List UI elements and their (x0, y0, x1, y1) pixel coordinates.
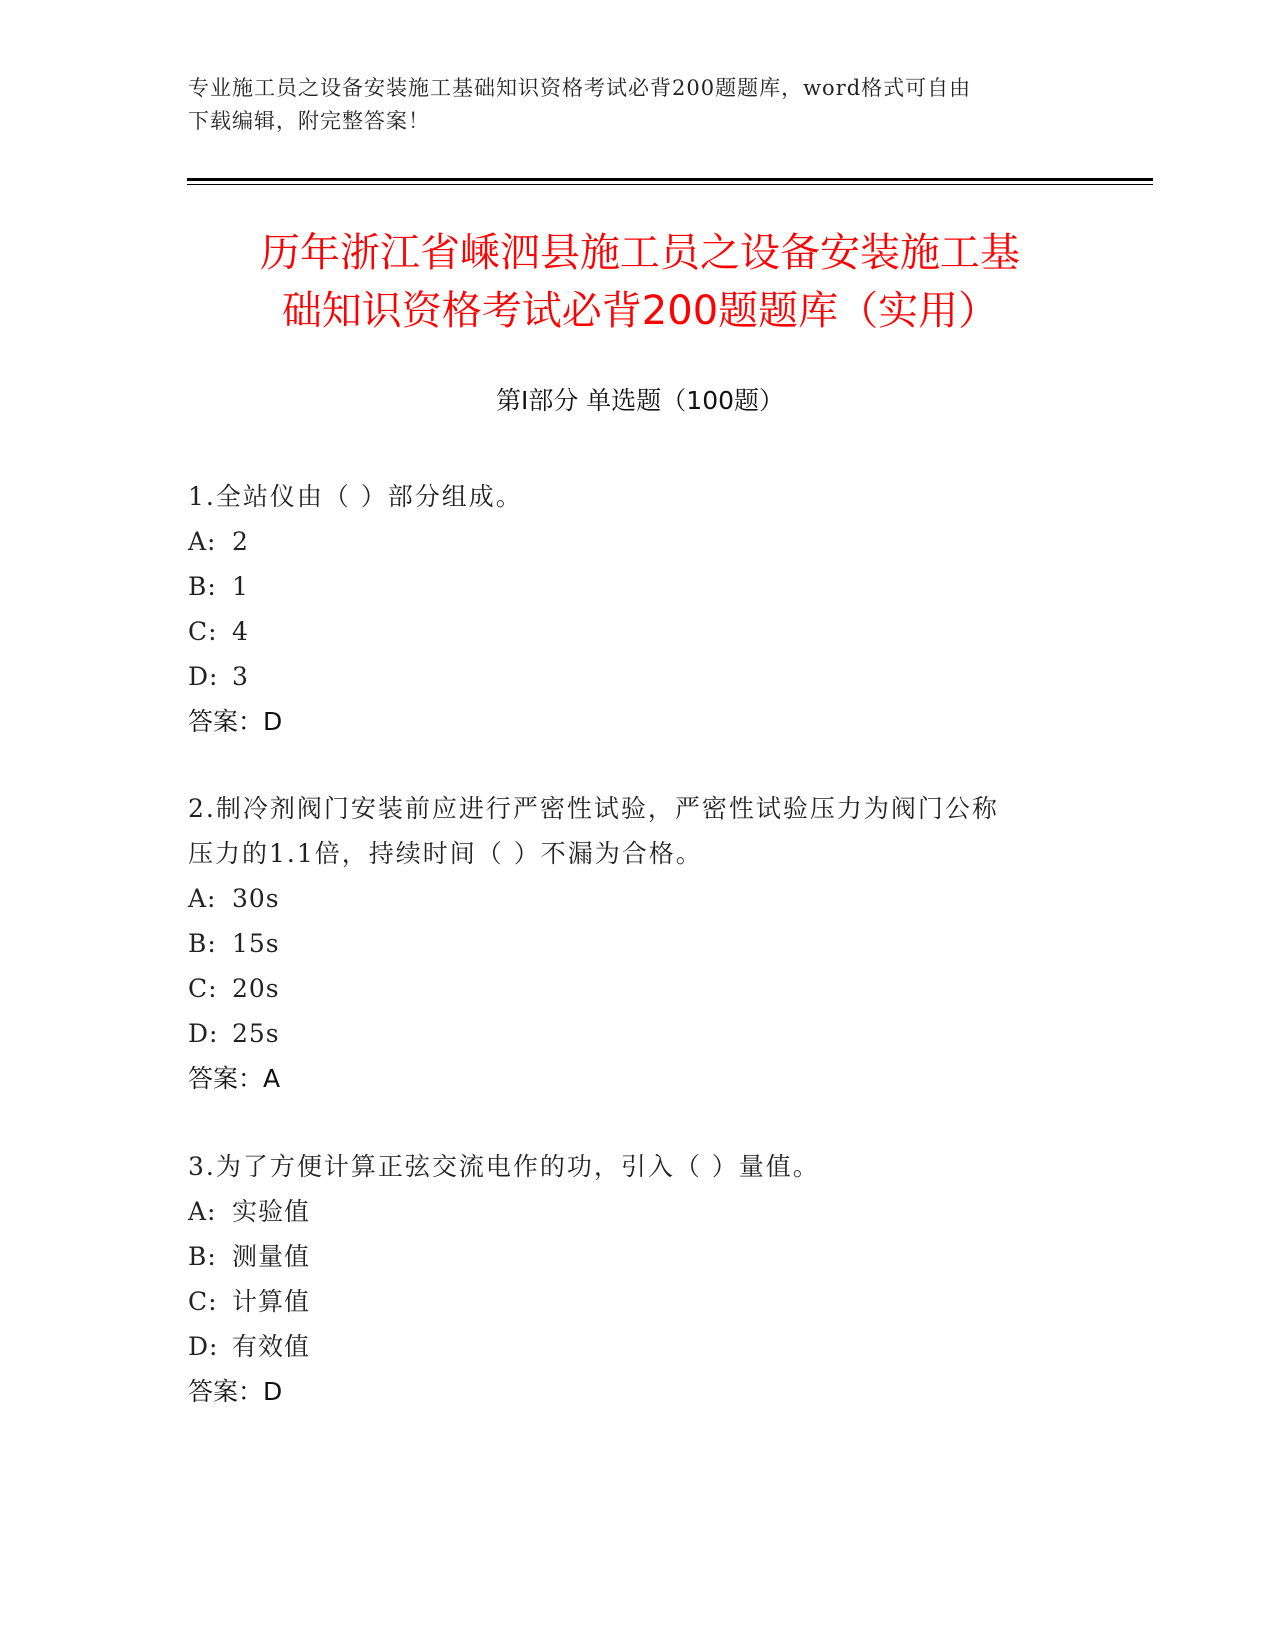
question-item (188, 1144, 1088, 1414)
answer-line: 答案：A (188, 1064, 281, 1093)
option-b (188, 921, 1088, 966)
option-a (188, 1189, 1088, 1234)
question-stem: 2.制冷剂阀门安装前应进行严密性试验，严密性试验压力为阀门公称 (188, 794, 999, 823)
option-key: D: (188, 1019, 219, 1048)
option-c (188, 966, 1088, 1011)
option-key: B: (188, 929, 217, 958)
document-title-line: 历年浙江省嵊泗县施工员之设备安装施工基 (260, 230, 1020, 276)
option-key: C: (188, 1287, 218, 1316)
option-text: 15s (232, 929, 280, 958)
option-text: 20s (232, 974, 280, 1003)
option-key: D: (188, 662, 219, 691)
question-stem: 压力的1.1倍，持续时间（ ）不漏为合格。 (188, 839, 703, 868)
header-divider-thick (187, 178, 1153, 181)
section-title: 第I部分 单选题（100题） (495, 386, 785, 415)
option-text: 实验值 (232, 1197, 311, 1226)
option-text: 2 (232, 527, 249, 556)
option-text: 30s (232, 884, 280, 913)
header-note-line: 专业施工员之设备安装施工基础知识资格考试必背200题题库，word格式可自由 (188, 76, 972, 100)
option-text: 4 (232, 617, 249, 646)
document-title (190, 224, 1090, 340)
question-stem: 3.为了方便计算正弦交流电作的功，引入（ ）量值。 (188, 1152, 820, 1181)
question-item (188, 786, 1088, 1101)
header-note-line: 下载编辑，附完整答案！ (188, 109, 430, 133)
option-text: 1 (232, 572, 249, 601)
option-d (188, 1324, 1088, 1369)
option-text: 有效值 (232, 1332, 311, 1361)
option-key: B: (188, 1242, 217, 1271)
option-b (188, 564, 1088, 609)
answer-line: 答案：D (188, 707, 283, 736)
option-key: B: (188, 572, 217, 601)
question-stem: 1.全站仪由（ ）部分组成。 (188, 482, 523, 511)
header-divider-thin (187, 184, 1153, 185)
option-key: C: (188, 617, 218, 646)
option-text: 3 (232, 662, 249, 691)
option-key: A: (188, 884, 217, 913)
option-d (188, 654, 1088, 699)
option-key: A: (188, 527, 217, 556)
header-note (188, 72, 1088, 138)
option-text: 测量值 (232, 1242, 311, 1271)
option-b (188, 1234, 1088, 1279)
option-key: C: (188, 974, 218, 1003)
option-key: A: (188, 1197, 217, 1226)
option-a (188, 876, 1088, 921)
option-c (188, 609, 1088, 654)
option-text: 25s (232, 1019, 280, 1048)
option-key: D: (188, 1332, 219, 1361)
option-c (188, 1279, 1088, 1324)
option-a (188, 519, 1088, 564)
document-title-line: 础知识资格考试必背200题题库（实用） (281, 288, 999, 334)
option-d (188, 1011, 1088, 1056)
option-text: 计算值 (232, 1287, 311, 1316)
question-item (188, 474, 1088, 744)
answer-line: 答案：D (188, 1377, 283, 1406)
